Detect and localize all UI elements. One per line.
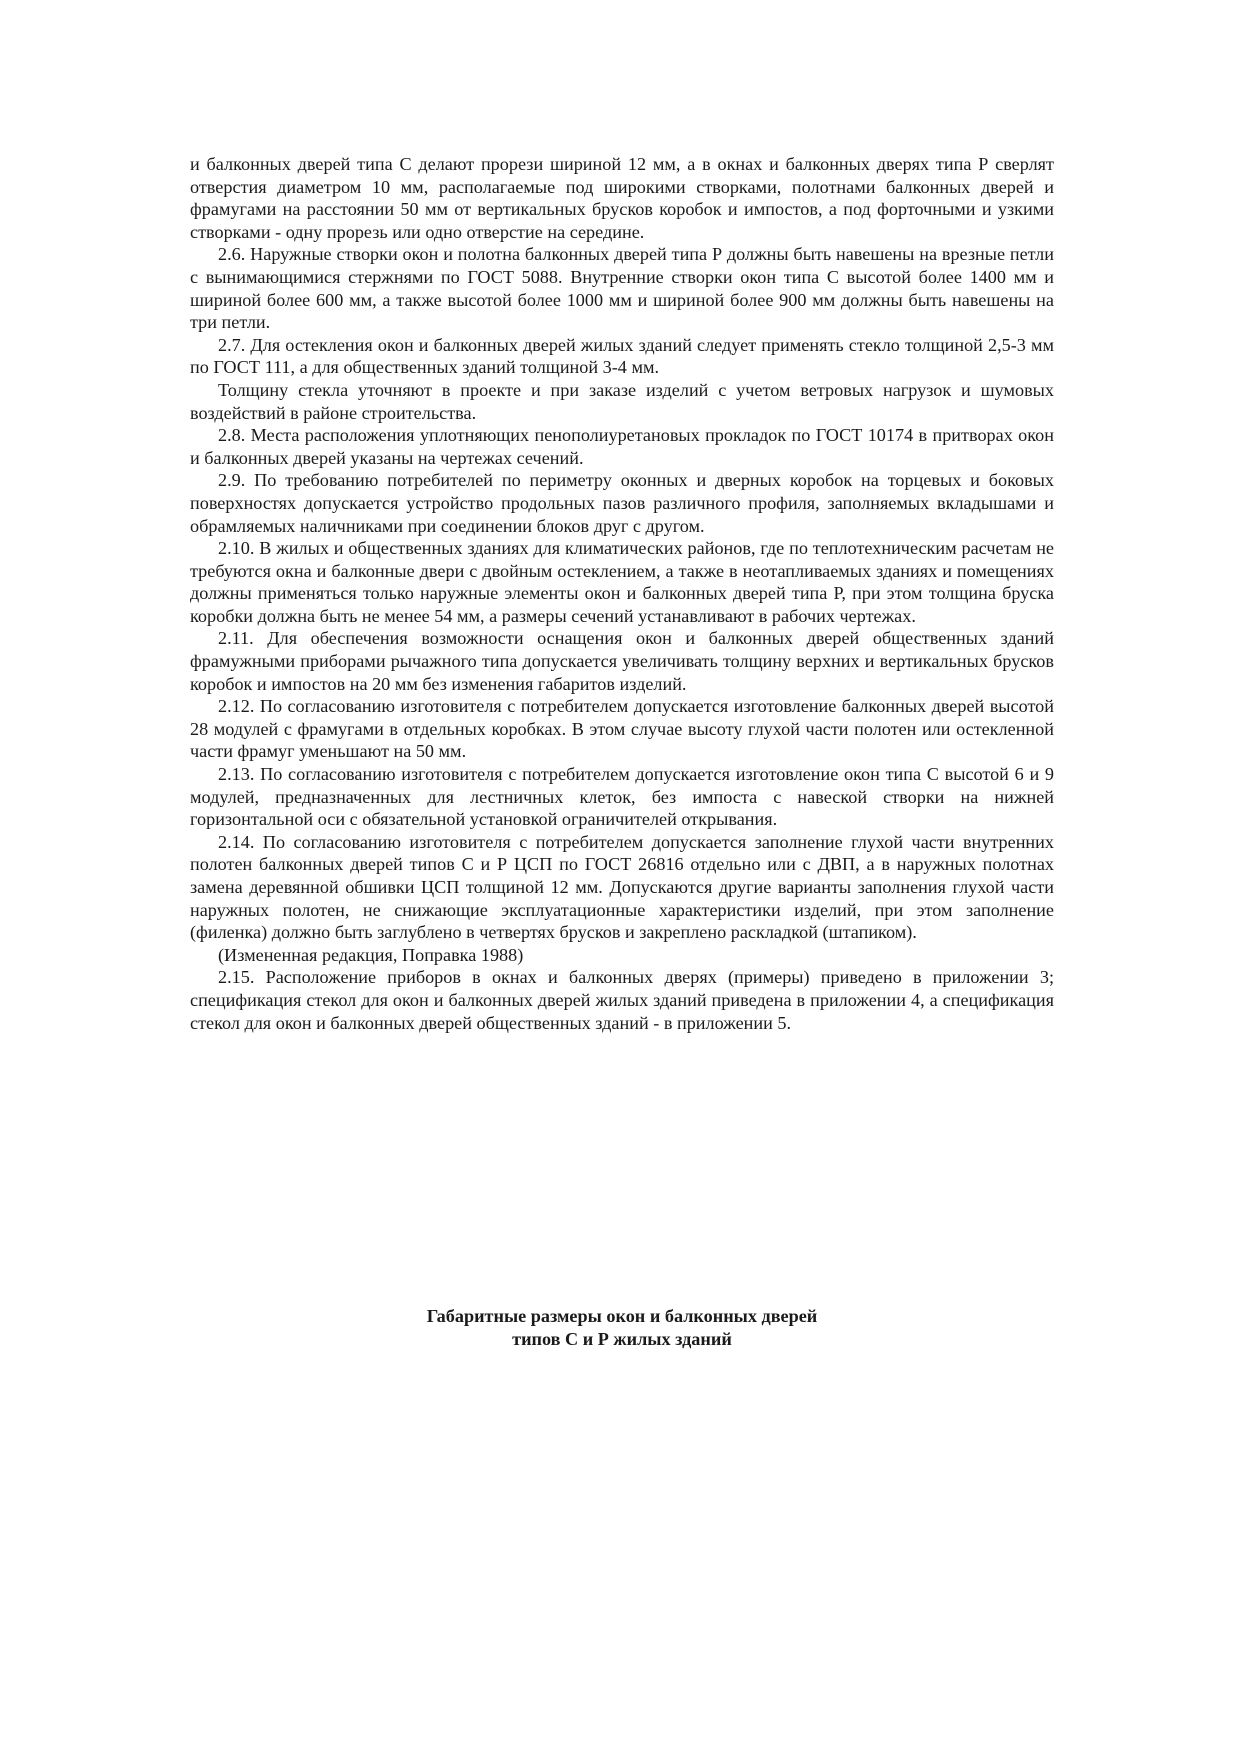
paragraph-2-12: 2.12. По согласованию изготовителя с потребителем допускается изготовление балконных дверей высотой 28 модулей с фрамугами в отдельных коробках. В этом случае высоту глухой части полотен или остекленной части фрамуг уменьшают на 50 мм. — [190, 696, 1054, 762]
paragraph-continuation: и балконных дверей типа С делают прорези шириной 12 мм, а в окнах и балконных дверях типа Р сверлят отверстия диаметром 10 мм, располагаемые под широкими створками, полотнами балконных дверей и фрамугами на расстоянии 50 мм от вертикальных брусков коробок и импостов, а под форточными и узкими створками - одну прорезь или одно отверстие на середине. — [190, 154, 1054, 242]
section-heading-line-2: типов С и Р жилых зданий — [512, 1329, 732, 1349]
paragraph-2-6: 2.6. Наружные створки окон и полотна балконных дверей типа Р должны быть навешены на врезные петли с вынимающимися стержнями по ГОСТ 5088. Внутренние створки окон типа С высотой более 1400 мм и шириной более 600 мм, а также высотой более 1000 мм и шириной более 900 мм должны быть навешены на три петли. — [190, 244, 1054, 333]
section-heading-line-1: Габаритные размеры окон и балконных дверей — [426, 1306, 818, 1326]
paragraph-2-11: 2.11. Для обеспечения возможности оснащения окон и балконных дверей общественных зданий фрамужными приборами рычажного типа допускается увеличивать толщину верхних и вертикальных брусков коробок и импостов на 20 мм без изменения габаритов изделий. — [190, 628, 1054, 694]
paragraph-2-10: 2.10. В жилых и общественных зданиях для климатических районов, где по теплотехническим расчетам не требуются окна и балконные двери с двойным остеклением, а также в неотапливаемых зданиях и помещениях должны применяться только наружные элементы окон и балконных дверей типа Р, при этом толщина бруска коробки должна быть не менее 54 мм, а размеры сечений устанавливают в рабочих чертежах. — [190, 538, 1054, 626]
body-text — [190, 153, 1054, 1034]
section-heading — [190, 1305, 1054, 1351]
paragraph-2-13: 2.13. По согласованию изготовителя с потребителем допускается изготовление окон типа С высотой 6 и 9 модулей, предназначенных для лестничных клеток, без импоста с навеской створки на нижней горизонтальной оси с обязательной установкой ограничителей открывания. — [190, 764, 1054, 830]
paragraph-glass-thickness: Толщину стекла уточняют в проекте и при заказе изделий с учетом ветровых нагрузок и шумовых воздействий в районе строительства. — [190, 379, 1054, 423]
paragraph-2-7: 2.7. Для остекления окон и балконных дверей жилых зданий следует применять стекло толщиной 2,5-3 мм по ГОСТ 111, а для общественных зданий толщиной 3-4 мм. — [190, 334, 1054, 378]
paragraph-2-8: 2.8. Места расположения уплотняющих пенополиуретановых прокладок по ГОСТ 10174 в притворах окон и балконных дверей указаны на чертежах сечений. — [190, 425, 1054, 468]
paragraph-2-14: 2.14. По согласованию изготовителя с потребителем допускается заполнение глухой части внутренних полотен балконных дверей типов С и Р ЦСП по ГОСТ 26816 отдельно или с ДВП, а в наружных полотнах замена деревянной обшивки ЦСП толщиной 12 мм. Допускаются другие варианты заполнения глухой части наружных полотен, не снижающие эксплуатационные характеристики изделий, при этом заполнение (филенка) должно быть заглублено в четвертях брусков и закреплено раскладкой (штапиком). — [190, 831, 1054, 943]
paragraph-2-9: 2.9. По требованию потребителей по периметру оконных и дверных коробок на торцевых и боковых поверхностях допускается устройство продольных пазов различного профиля, заполняемых вкладышами и обрамляемых наличниками при соединении блоков друг с другом. — [190, 470, 1054, 536]
paragraph-amendment-note: (Измененная редакция, Поправка 1988) — [218, 944, 524, 965]
paragraph-2-15: 2.15. Расположение приборов в окнах и балконных дверях (примеры) приведено в приложении 3; спецификация стекол для окон и балконных дверей жилых зданий приведена в приложении 4, а спецификация стекол для окон и балконных дверей общественных зданий - в приложении 5. — [190, 967, 1054, 1033]
